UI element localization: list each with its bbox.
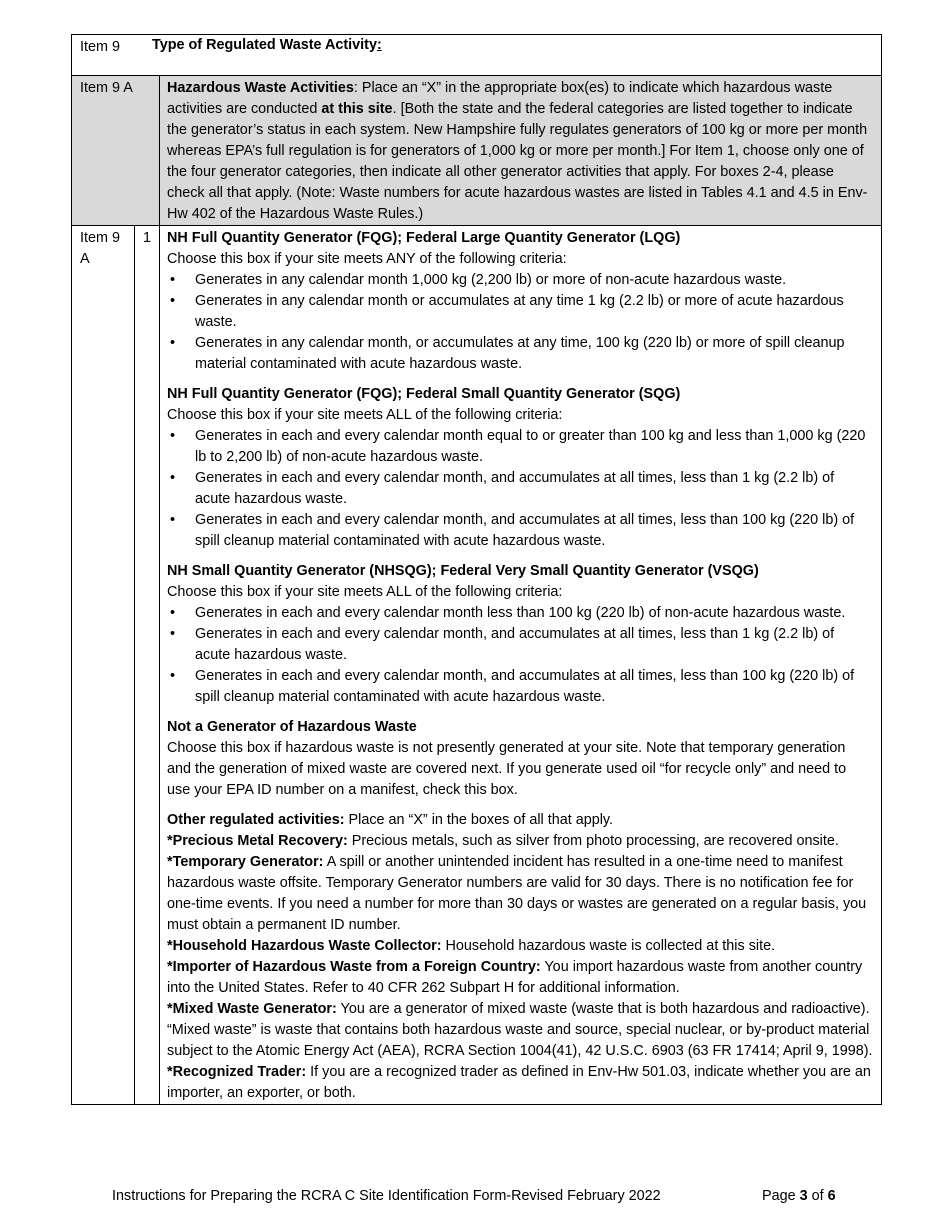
section-intro: Choose this box if your site meets ANY of the following criteria: bbox=[167, 251, 567, 267]
list-item: • Generates in each and every calendar month, and accumulates at all times, less than 1 kg (2.2 lb) of acute hazardous waste. bbox=[167, 624, 873, 666]
activity-table bbox=[71, 34, 882, 1105]
section-heading: Not a Generator of Hazardous Waste bbox=[167, 719, 417, 735]
criteria-list bbox=[167, 603, 873, 708]
activity-item: *Household Hazardous Waste Collector: Household hazardous waste is collected at this site. bbox=[167, 938, 776, 954]
item9a1-body bbox=[160, 226, 881, 1104]
list-item: • Generates in each and every calendar month, and accumulates at all times, less than 100 kg (220 lb) of spill cleanup material contaminated with acute hazardous waste. bbox=[167, 510, 873, 552]
fqg-lqg-section bbox=[167, 228, 873, 375]
fqg-sqg-section bbox=[167, 384, 873, 552]
activity-item: *Mixed Waste Generator: You are a generator of mixed waste (waste that is both hazardous and radioactive). “Mixed waste” is waste that contains both hazardous waste and source, special nuclear, or by-product material subject to the Atomic Energy Act (AEA), RCRA Section 1004(41), 42 U.S.C. 6903 (63 FR 17414; April 9, 1998). bbox=[167, 1001, 873, 1059]
section-heading: NH Full Quantity Generator (FQG); Federal Large Quantity Generator (LQG) bbox=[167, 230, 681, 246]
section-heading: Other regulated activities: Place an “X” in the boxes of all that apply. bbox=[167, 812, 614, 828]
section-text: Choose this box if hazardous waste is not presently generated at your site. Note that temporary generation and the generation of mixed waste are covered next. If you generate used oil “for recycle only” and need to use your EPA ID number on a manifest, check this box. bbox=[167, 740, 847, 798]
item-label: Item 9 bbox=[80, 39, 120, 55]
item-label: Item 9 A bbox=[72, 226, 135, 1104]
page-number: Page 3 of 6 bbox=[762, 1188, 836, 1204]
criteria-list bbox=[167, 270, 873, 375]
list-item: • Generates in each and every calendar month equal to or greater than 100 kg and less than 1,000 kg (220 lb to 2,200 lb) of non-acute hazardous waste. bbox=[167, 426, 873, 468]
criteria-list bbox=[167, 426, 873, 552]
section-title: Type of Regulated Waste Activity: bbox=[152, 37, 382, 53]
activity-item: *Temporary Generator: A spill or another unintended incident has resulted in a one-time need to manifest hazardous waste offsite. Temporary Generator numbers are valid for 30 days. There is no notification fee for one-time events. If you need a number for more than 30 days or wastes are generated on a regular basis, you must obtain a permanent ID number. bbox=[167, 854, 867, 933]
list-item: • Generates in any calendar month 1,000 kg (2,200 lb) or more of non-acute hazardous waste. bbox=[167, 270, 873, 291]
section-heading: NH Full Quantity Generator (FQG); Federal Small Quantity Generator (SQG) bbox=[167, 386, 681, 402]
footer-title: Instructions for Preparing the RCRA C Site Identification Form-Revised February 2022 bbox=[112, 1188, 661, 1204]
activity-item: *Importer of Hazardous Waste from a Foreign Country: You import hazardous waste from another country into the United States. Refer to 40 CFR 262 Subpart H for additional information. bbox=[167, 959, 863, 996]
list-item: • Generates in each and every calendar month less than 100 kg (220 lb) of non-acute hazardous waste. bbox=[167, 603, 873, 624]
list-item: • Generates in each and every calendar month, and accumulates at all times, less than 1 kg (2.2 lb) of acute hazardous waste. bbox=[167, 468, 873, 510]
item-label: Item 9 A bbox=[72, 76, 160, 225]
activity-item: *Recognized Trader: If you are a recognized trader as defined in Env-Hw 501.03, indicate whether you are an importer, an exporter, or both. bbox=[167, 1064, 871, 1101]
item9a1-row bbox=[72, 226, 881, 1104]
item-number: 1 bbox=[135, 226, 160, 1104]
item9a-description: Hazardous Waste Activities: Place an “X” in the appropriate box(es) to indicate which hazardous waste activities are conducted at this site. [Both the state and the federal categories are listed together to indicate the generator’s status in each system. New Hampshire fully regulates generators of 100 kg or more per month whereas EPA’s full regulation is for generators of 1,000 kg or more per month.] For Item 1, choose only one of the four generator categories, then indicate all other generator activities that apply. For boxes 2-4, please check all that apply. (Note: Waste numbers for acute hazardous wastes are listed in Tables 4.1 and 4.5 in Env-Hw 402 of the Hazardous Waste Rules.) bbox=[167, 80, 868, 222]
not-generator-section bbox=[167, 717, 873, 801]
nhsqg-vsqg-section bbox=[167, 561, 873, 708]
list-item: • Generates in any calendar month or accumulates at any time 1 kg (2.2 lb) or more of acute hazardous waste. bbox=[167, 291, 873, 333]
item9a-row bbox=[72, 76, 881, 226]
list-item: • Generates in any calendar month, or accumulates at any time, 100 kg (220 lb) or more of spill cleanup material contaminated with acute hazardous waste. bbox=[167, 333, 873, 375]
item9-header-row bbox=[72, 35, 881, 76]
section-intro: Choose this box if your site meets ALL of the following criteria: bbox=[167, 584, 563, 600]
other-activities-section bbox=[167, 810, 873, 1104]
list-item: • Generates in each and every calendar month, and accumulates at all times, less than 100 kg (220 lb) of spill cleanup material contaminated with acute hazardous waste. bbox=[167, 666, 873, 708]
activity-item: *Precious Metal Recovery: Precious metals, such as silver from photo processing, are recovered onsite. bbox=[167, 833, 839, 849]
section-intro: Choose this box if your site meets ALL of the following criteria: bbox=[167, 407, 563, 423]
section-heading: NH Small Quantity Generator (NHSQG); Federal Very Small Quantity Generator (VSQG) bbox=[167, 563, 759, 579]
